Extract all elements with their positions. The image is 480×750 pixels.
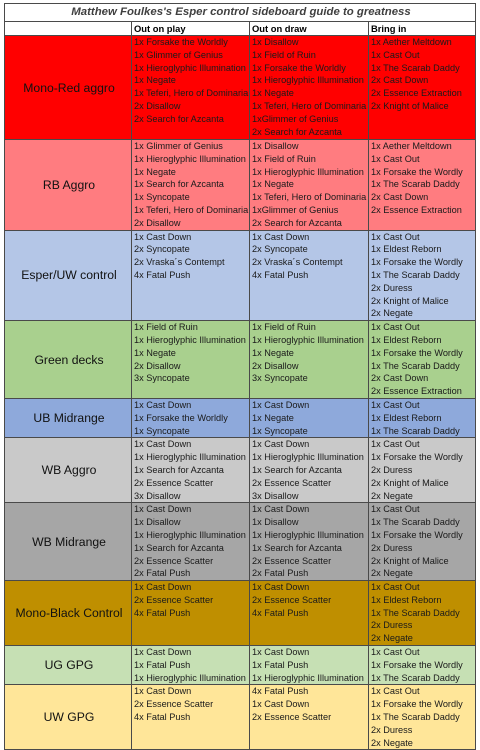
bring-in-list [369,503,476,581]
list-item: 1x Cast Down [134,399,192,410]
list-item: 2x Disallow [134,217,181,228]
list-item: 1x Hieroglyphic Illumination [134,153,246,164]
list-item: 1x The Scarab Daddy [371,672,460,683]
list-item: 1x Cast Down [134,582,192,593]
out-on-play-list [132,321,250,399]
list-item: 2x Disallow [134,360,181,371]
table-row [5,36,476,140]
list-item: 4x Fatal Push [252,269,309,280]
list-item: 2x Essence Scatter [252,477,332,488]
list-item: 1x The Scarab Daddy [371,179,460,190]
out-on-play-list [132,685,250,750]
list-item: 4x Fatal Push [134,269,191,280]
list-item: 1x Disallow [252,517,299,528]
list-item: 1x Cast Down [252,647,310,658]
list-item: 1x Negate [252,412,294,423]
list-item: 1x Cast Out [371,153,420,164]
list-item: 1x Fatal Push [252,659,309,670]
list-item: 1x Hieroglyphic Illumination [134,334,246,345]
list-item: 2x Essence Extraction [371,88,462,99]
list-item: 1x Field of Ruin [252,322,316,333]
list-item: 1x Cast Out [371,439,420,450]
list-item: 1x Eldest Reborn [371,412,442,423]
list-item: 1x Forsake the Worldly [134,37,228,47]
deck-name: Mono-Black Control [5,581,132,646]
list-item: 1xGlimmer of Genius [252,204,339,215]
bring-in-list [369,36,476,140]
deck-name: Esper/UW control [5,230,132,321]
bring-in-list [369,438,476,503]
list-item: 1x Negate [252,347,294,358]
out-on-draw-list [250,503,369,581]
list-item: 2x Disallow [252,360,299,371]
bring-in-list [369,685,476,750]
list-item: 1x Field of Ruin [252,49,316,60]
table-row [5,581,476,646]
list-item: 1x Teferi, Hero of Dominaria [134,88,249,99]
list-item: 2x Essence Extraction [371,386,462,397]
list-item: 1x Hieroglyphic Illumination [252,672,364,683]
list-item: 1x Cast Down [252,699,310,710]
list-item: 1x Search for Azcanta [252,464,342,475]
list-item: 1x Hieroglyphic Illumination [252,452,364,463]
list-item: 2x Knight of Malice [371,477,449,488]
page-title: Matthew Foulkes's Esper control sideboard guide to greatness [5,4,476,22]
out-on-draw-list [250,646,369,685]
list-item: 1x Hieroglyphic Illumination [252,334,364,345]
table-row [5,685,476,750]
bring-in-list [369,398,476,437]
deck-name: RB Aggro [5,140,132,231]
list-item: 1x Cast Out [371,647,420,658]
list-item: 1x Hieroglyphic Illumination [252,75,364,86]
table-row [5,230,476,321]
list-item: 1x Syncopate [252,425,308,436]
out-on-play-list [132,581,250,646]
list-item: 1x The Scarab Daddy [371,269,460,280]
table-row [5,438,476,503]
list-item: 1x Search for Azcanta [252,542,342,553]
list-item: 1x Forsake the Wordly [371,659,463,670]
list-item: 1x Disallow [252,37,299,47]
bring-in-list [369,230,476,321]
deck-name: UW GPG [5,685,132,750]
list-item: 1x Teferi, Hero of Dominaria [252,100,367,111]
list-item: 3x Syncopate [252,373,308,384]
deck-name: Mono-Red aggro [5,36,132,140]
deck-name: WB Aggro [5,438,132,503]
list-item: 1x Aether Meltdown [371,37,452,47]
out-on-draw-list [250,230,369,321]
list-item: 2x Essence Scatter [134,555,214,566]
list-item: 1x Syncopate [134,192,190,203]
list-item: 1x Cast Out [371,231,420,242]
out-on-draw-list [250,321,369,399]
list-item: 2x Duress [371,282,413,293]
bring-in-list [369,581,476,646]
list-item: 1xGlimmer of Genius [252,113,339,124]
list-item: 1x Forsake the Wordly [371,452,463,463]
out-on-draw-list [250,398,369,437]
list-item: 1x Forsake the Wordly [371,257,463,268]
list-item: 1x The Scarab Daddy [371,517,460,528]
list-item: 3x Syncopate [134,373,190,384]
list-item: 1x Disallow [134,517,181,528]
list-item: 1x The Scarab Daddy [371,712,460,723]
list-item: 1x Cast Down [134,231,192,242]
list-item: 1x Cast Out [371,504,420,515]
list-item: 1x Negate [134,75,176,86]
list-item: 1x Forsake the Wordly [371,166,463,177]
list-item: 2x Knight of Malice [371,555,449,566]
list-item: 1x Cast Out [371,322,420,333]
list-item: 1x Glimmer of Genius [134,49,223,60]
list-item: 2x Search for Azcanta [252,126,342,137]
list-item: 2x Essence Extraction [371,204,462,215]
header-bring-in: Bring in [369,22,476,36]
list-item: 2x Knight of Malice [371,100,449,111]
list-item: 1x Teferi, Hero of Dominaria [134,204,249,215]
list-item: 3x Disallow [134,490,181,501]
list-item: 1x Forsake the Worldly [134,412,228,423]
list-item: 1x Forsake the Wordly [371,699,463,710]
out-on-play-list [132,398,250,437]
header-out-on-draw: Out on draw [250,22,369,36]
bring-in-list [369,140,476,231]
list-item: 1x Forsake the Wordly [371,529,463,540]
list-item: 1x Hieroglyphic Illumination [134,529,246,540]
list-item: 1x Cast Out [371,582,420,593]
list-item: 2x Syncopate [252,244,308,255]
list-item: 2x Vraska´s Contempt [134,257,225,268]
list-item: 1x Glimmer of Genius [134,141,223,151]
list-item: 1x Search for Azcanta [134,464,224,475]
header-deck [5,22,132,36]
guide-body [5,36,476,750]
list-item: 1x Teferi, Hero of Dominaria [252,192,367,203]
deck-name: UG GPG [5,646,132,685]
list-item: 3x Disallow [252,490,299,501]
deck-name: WB Midrange [5,503,132,581]
sideboard-guide-table [4,3,476,750]
list-item: 1x Search for Azcanta [134,542,224,553]
list-item: 1x Negate [252,88,294,99]
list-item: 1x Hieroglyphic Illumination [252,166,364,177]
list-item: 1x Hieroglyphic Illumination [252,529,364,540]
list-item: 1x Hieroglyphic Illumination [134,452,246,463]
list-item: 2x Disallow [134,100,181,111]
list-item: 2x Negate [371,490,413,501]
out-on-draw-list [250,685,369,750]
list-item: 1x Cast Out [371,686,420,697]
list-item: 1x Syncopate [134,425,190,436]
list-item: 2x Essence Scatter [252,594,332,605]
list-item: 1x Forsake the Worldly [252,62,346,73]
list-item: 2x Duress [371,620,413,631]
list-item: 4x Fatal Push [134,607,191,618]
bring-in-list [369,321,476,399]
out-on-play-list [132,140,250,231]
list-item: 4x Fatal Push [252,607,309,618]
list-item: 2x Duress [371,542,413,553]
list-item: 1x The Scarab Daddy [371,607,460,618]
list-item: 2x Fatal Push [252,568,309,579]
out-on-draw-list [250,438,369,503]
list-item: 1x Search for Azcanta [134,179,224,190]
list-item: 2x Cast Down [371,373,429,384]
list-item: 2x Cast Down [371,75,429,86]
out-on-play-list [132,438,250,503]
list-item: 1x Cast Down [252,231,310,242]
list-item: 2x Duress [371,724,413,735]
out-on-play-list [132,503,250,581]
list-item: 4x Fatal Push [252,686,309,697]
list-item: 1x Cast Down [134,439,192,450]
list-item: 1x Cast Down [252,582,310,593]
list-item: 2x Cast Down [371,192,429,203]
bring-in-list [369,646,476,685]
out-on-draw-list [250,140,369,231]
out-on-play-list [132,646,250,685]
list-item: 1x Field of Ruin [134,322,198,333]
list-item: 2x Vraska´s Contempt [252,257,343,268]
list-item: 2x Syncopate [134,244,190,255]
list-item: 1x Cast Down [252,504,310,515]
list-item: 2x Negate [371,568,413,579]
list-item: 2x Negate [371,308,413,319]
list-item: 1x Field of Ruin [252,153,316,164]
list-item: 1x Cast Down [134,686,192,697]
list-item: 1x The Scarab Daddy [371,425,460,436]
list-item: 1x The Scarab Daddy [371,62,460,73]
list-item: 1x Cast Down [252,399,310,410]
header-row [5,22,476,36]
deck-name: UB Midrange [5,398,132,437]
list-item: 1x Hieroglyphic Illumination [134,672,246,683]
deck-name: Green decks [5,321,132,399]
list-item: 2x Essence Scatter [252,555,332,566]
list-item: 4x Fatal Push [134,712,191,723]
list-item: 2x Search for Azcanta [134,113,224,124]
list-item: 2x Duress [371,464,413,475]
list-item: 1x Cast Out [371,399,420,410]
list-item: 1x Negate [134,347,176,358]
list-item: 1x Forsake the Wordly [371,347,463,358]
list-item: 2x Essence Scatter [134,477,214,488]
list-item: 1x Negate [134,166,176,177]
list-item: 2x Search for Azcanta [252,217,342,228]
out-on-draw-list [250,581,369,646]
list-item: 1x Cast Out [371,49,420,60]
list-item: 2x Essence Scatter [134,699,214,710]
out-on-play-list [132,36,250,140]
table-row [5,398,476,437]
out-on-play-list [132,230,250,321]
list-item: 1x Cast Down [134,647,192,658]
list-item: 2x Negate [371,737,413,748]
list-item: 1x Aether Meltdown [371,141,452,151]
list-item: 1x Cast Down [134,504,192,515]
list-item: 1x Hieroglyphic Illumination [134,62,246,73]
list-item: 1x Eldest Reborn [371,594,442,605]
list-item: 1x Eldest Reborn [371,334,442,345]
list-item: 2x Essence Scatter [134,594,214,605]
list-item: 1x Eldest Reborn [371,244,442,255]
list-item: 2x Essence Scatter [252,712,332,723]
list-item: 2x Fatal Push [134,568,191,579]
list-item: 2x Knight of Malice [371,295,449,306]
list-item: 1x Disallow [252,141,299,151]
list-item: 1x The Scarab Daddy [371,360,460,371]
list-item: 1x Cast Down [252,439,310,450]
table-row [5,140,476,231]
list-item: 1x Fatal Push [134,659,191,670]
table-row [5,503,476,581]
table-row [5,646,476,685]
list-item: 2x Negate [371,633,413,644]
out-on-draw-list [250,36,369,140]
header-out-on-play: Out on play [132,22,250,36]
list-item: 1x Negate [252,179,294,190]
table-row [5,321,476,399]
